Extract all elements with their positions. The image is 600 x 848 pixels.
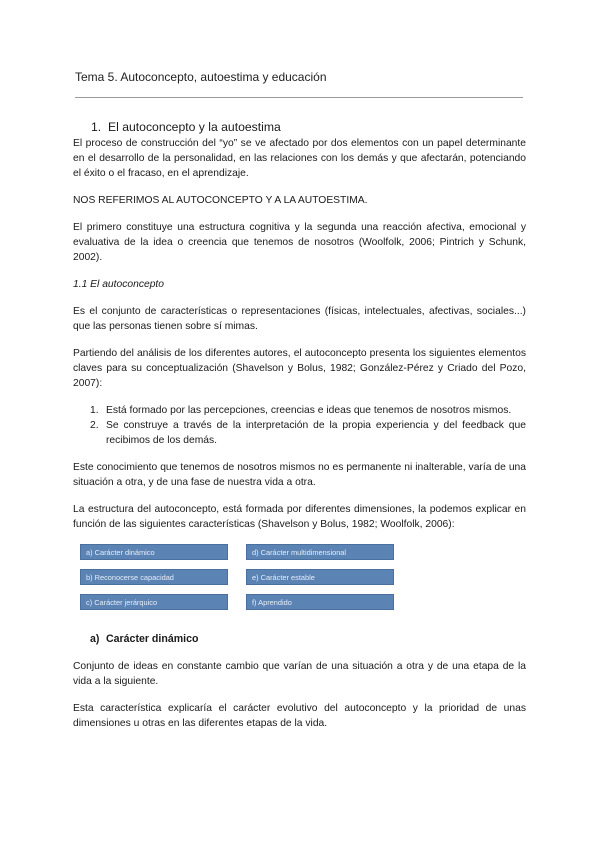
section-title: El autoconcepto y la autoestima [108,120,281,134]
list-item [73,403,526,418]
list-item-text: Está formado por las percepciones, creencias e ideas que tenemos de nosotros mismos. [106,405,512,416]
numbered-list [73,403,526,448]
header-divider [75,97,523,98]
characteristic-box: c) Carácter jerárquico [80,594,228,610]
paragraph: Conjunto de ideas en constante cambio que varían de una situación a otra y de una etapa de la vida a la siguiente. [73,661,526,687]
characteristic-box: b) Reconocerse capacidad [80,569,228,585]
list-item-text: Se construye a través de la interpretación de la propia experiencia y del feedback que recibimos de los demás. [106,420,526,446]
caps-paragraph: NOS REFERIMOS AL AUTOCONCEPTO Y A LA AUTOESTIMA. [73,195,368,206]
subsection-a-title: Carácter dinámico [106,633,199,645]
document-body [73,120,526,743]
section-heading [91,120,526,135]
characteristic-box: a) Carácter dinámico [80,544,228,560]
paragraph: Esta característica explicaría el carácter evolutivo del autoconcepto y la prioridad de unas dimensiones u otras en las diferentes etapas de la vida. [73,703,526,729]
list-item-number: 1. [90,405,99,416]
intro-paragraph: El proceso de construcción del “yo” se ve afectado por dos elementos con un papel determinante en el desarrollo de la personalidad, en las relaciones con los demás y que afectarán, potenciando el éxito o el fracaso, en el aprendizaje. [73,138,526,179]
subsection-heading: 1.1 El autoconcepto [73,279,165,290]
subsection-a-heading [90,632,526,647]
characteristics-diagram [73,544,526,614]
characteristic-box: d) Carácter multidimensional [246,544,394,560]
list-item-number: 2. [90,420,99,431]
paragraph: Es el conjunto de características o representaciones (físicas, intelectuales, afectivas, sociales...) que las personas tienen sobre sí mimas. [73,306,526,332]
paragraph: Partiendo del análisis de los diferentes autores, el autoconcepto presenta los siguientes elementos claves para su conceptualización (Shavelson y Bolus, 1982; González-Pérez y Criado del Pozo, 2007): [73,348,526,389]
section-number: 1. [91,120,102,134]
list-item [73,418,526,448]
subsection-a-letter: a) [90,633,100,645]
characteristic-box: e) Carácter estable [246,569,394,585]
paragraph: Este conocimiento que tenemos de nosotros mismos no es permanente ni inalterable, varía de una situación a otra, y de una fase de nuestra vida a otra. [73,462,526,488]
paragraph: La estructura del autoconcepto, está formada por diferentes dimensiones, la podemos explicar en función de las siguientes características (Shavelson y Bolus, 1982; Woolfolk, 2006): [73,504,526,530]
characteristic-box: f) Aprendido [246,594,394,610]
paragraph: El primero constituye una estructura cognitiva y la segunda una reacción afectiva, emocional y evaluativa de la idea o creencia que tenemos de nosotros (Woolfolk, 2006; Pintrich y Schunk, 2002). [73,222,526,263]
page-header-title: Tema 5. Autoconcepto, autoestima y educación [75,70,327,84]
